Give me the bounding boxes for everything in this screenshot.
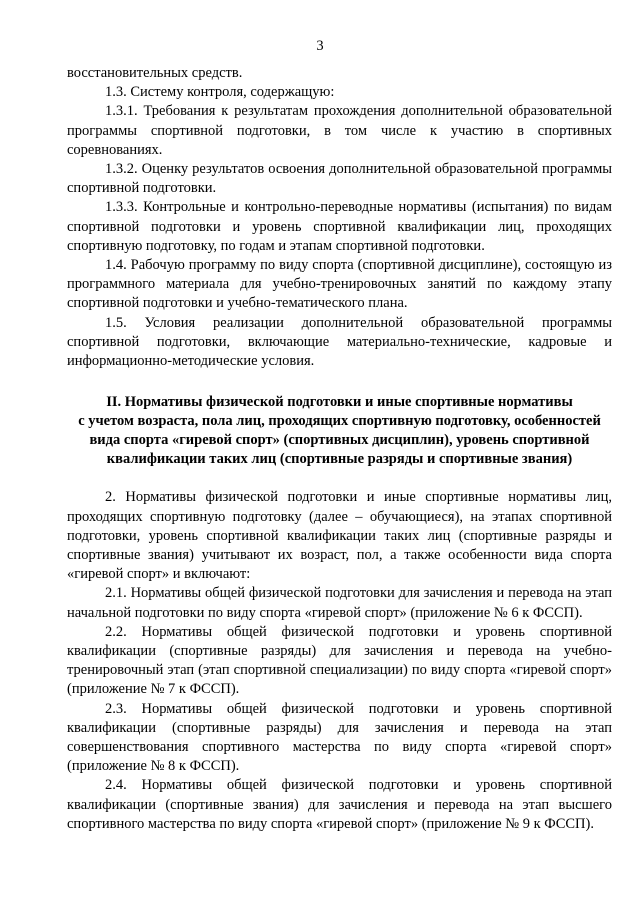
paragraph: 1.3.3. Контрольные и контрольно-переводные нормативы (испытания) по видам спортивной подготовки и уровень спортивной квалификации лиц, проходящих спортивную подготовку, по годам и этапам спортивной подготовки. — [67, 199, 612, 254]
paragraph: 2. Нормативы физической подготовки и иные спортивные нормативы лиц, проходящих спортивную подготовку (далее – обучающиеся), на этапах спортивной подготовки, уровень спортивной квалификации таких лиц (спортивные разряды и спортивные звания) учитывают их возраст, пол, а также особенности вида спорта «гиревой спорт» и включают: — [67, 489, 612, 583]
paragraph: 1.3.2. Оценку результатов освоения дополнительной образовательной программы спортивной подготовки. — [67, 161, 612, 197]
paragraph: 2.2. Нормативы общей физической подготовки и уровень спортивной квалификации (спортивные разряды) для зачисления и перевода на учебно-тренировочный этап (этап спортивной специализации) по виду спорта «гиревой спорт» (приложение № 7 к ФССП). — [67, 623, 612, 698]
paragraph: 1.3. Систему контроля, содержащую: — [105, 84, 335, 101]
document-body — [67, 64, 612, 834]
paragraph: 1.3.1. Требования к результатам прохождения дополнительной образовательной программы спортивной подготовки, в том числе к участию в спортивных соревнованиях. — [67, 103, 612, 158]
paragraph: 2.3. Нормативы общей физической подготовки и уровень спортивной квалификации (спортивные разряды) для зачисления и перевода на этап совершенствования спортивного мастерства по виду спорта «гиревой спорт» (приложение № 8 к ФССП). — [67, 700, 612, 775]
heading-line: вида спорта «гиревой спорт» (спортивных дисциплин), уровень спортивной — [89, 431, 590, 448]
paragraph: восстановительных средств. — [67, 65, 243, 81]
heading-line: с учетом возраста, пола лиц, проходящих спортивную подготовку, особенностей — [78, 413, 601, 430]
paragraph: 2.1. Нормативы общей физической подготовки для зачисления и перевода на этап начальной подготовки по виду спорта «гиревой спорт» (приложение № 6 к ФССП). — [67, 585, 612, 621]
paragraph: 1.4. Рабочую программу по виду спорта (спортивной дисциплине), состоящую из программного материала для учебно-тренировочных занятий по каждому этапу спортивной подготовки и учебно-тематического плана. — [67, 257, 612, 312]
section-heading — [67, 371, 612, 488]
heading-line: II. Нормативы физической подготовки и иные спортивные нормативы — [106, 394, 573, 411]
paragraph: 2.4. Нормативы общей физической подготовки и уровень спортивной квалификации (спортивные звания) для зачисления и перевода на этап высшего спортивного мастерства по виду спорта «гиревой спорт» (приложение № 9 к ФССП). — [67, 777, 612, 832]
page-number: 3 — [316, 38, 324, 54]
paragraph: 1.5. Условия реализации дополнительной образовательной программы спортивной подготовки, включающие материально-технические, кадровые и информационно-методические условия. — [67, 314, 612, 370]
heading-line: квалификации таких лиц (спортивные разряды и спортивные звания) — [106, 450, 573, 467]
